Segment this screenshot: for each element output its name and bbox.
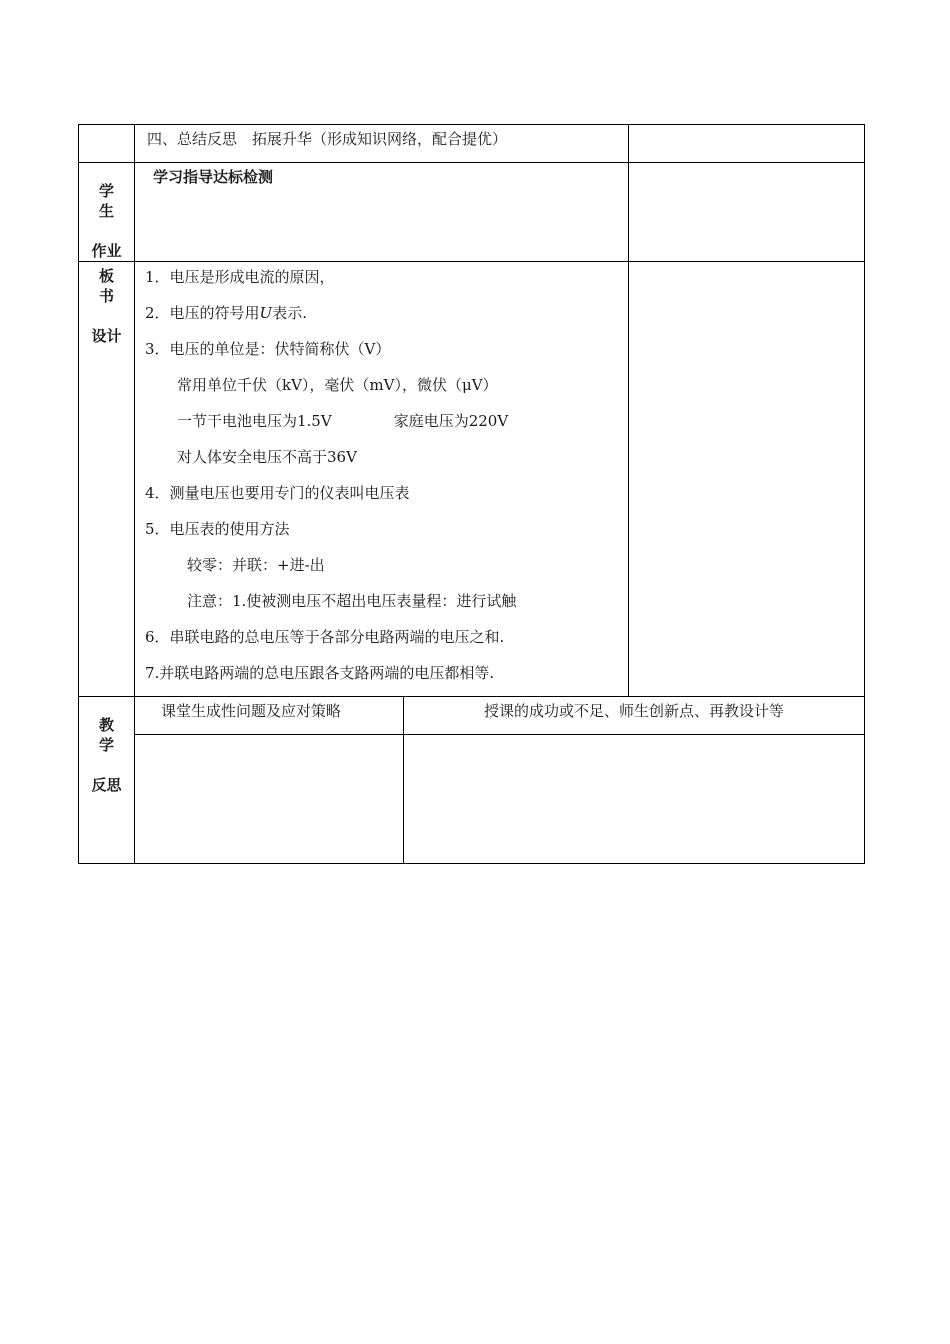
voltage-symbol: U [259,304,273,322]
homework-cell [135,163,629,262]
board-cell [135,262,629,697]
board-item-units: 常用单位千伏（kV），毫伏（mV），微伏（μV） [177,376,498,394]
board-item-2-text: 2．电压的符号用 [145,304,260,322]
reflection-col1-header-text: 课堂生成性问题及应对策略 [161,702,342,720]
homework-notes-cell [629,163,865,262]
board-item-safe: 对人体安全电压不高于36V [177,448,357,466]
board-label [79,262,135,697]
summary-text: 四、总结反思 拓展升华（形成知识网络，配合提优） [147,130,508,148]
board-item-2-suffix: 表示. [272,304,307,322]
board-item-7: 7.并联电路两端的总电压跟各支路两端的电压都相等. [145,664,495,682]
board-item-usage: 较零：并联：+进-出 [187,556,325,574]
board-item-5: 5．电压表的使用方法 [145,520,290,538]
reflection-label [79,697,135,864]
board-row [79,262,865,697]
summary-label-cell [79,125,135,163]
board-item-6: 6．串联电路的总电压等于各部分电路两端的电压之和. [145,628,505,646]
lesson-plan-table [78,124,865,864]
board-label-line1: 板 书 [98,267,120,305]
reflection-label-line2: 反思 [91,776,122,794]
reflection-header-row [79,697,865,735]
reflection-body-row [79,735,865,864]
reflection-col2-header [404,697,865,735]
board-item-2 [145,300,628,336]
reflection-col1-body [135,735,404,864]
board-item-note: 注意：1.使被测电压不超出电压表量程：进行试触 [187,592,517,610]
summary-notes-cell [629,125,865,163]
board-item-4: 4．测量电压也要用专门的仪表叫电压表 [145,484,410,502]
reflection-label-line1: 教 学 [98,716,120,754]
homework-label-line1: 学 生 [98,182,120,220]
board-list [135,262,628,696]
reflection-col2-body [404,735,865,864]
battery-voltage: 一节干电池电压为1.5V [177,412,332,430]
summary-cell [135,125,629,163]
board-item-3: 3．电压的单位是：伏特简称伏（V） [145,340,391,358]
homework-label [79,163,135,262]
board-item-battery [145,408,628,444]
board-item-1: 1．电压是形成电流的原因， [145,268,335,286]
board-notes-cell [629,262,865,697]
summary-row [79,125,865,163]
homework-row [79,163,865,262]
reflection-col2-header-text: 授课的成功或不足、师生创新点、再教设计等 [484,702,785,720]
homework-heading: 学习指导达标检测 [153,168,274,186]
board-label-line2: 设计 [91,327,122,345]
homework-label-line2: 作业 [91,242,122,260]
reflection-col1-header [135,697,404,735]
household-voltage: 家庭电压为220V [393,412,509,430]
